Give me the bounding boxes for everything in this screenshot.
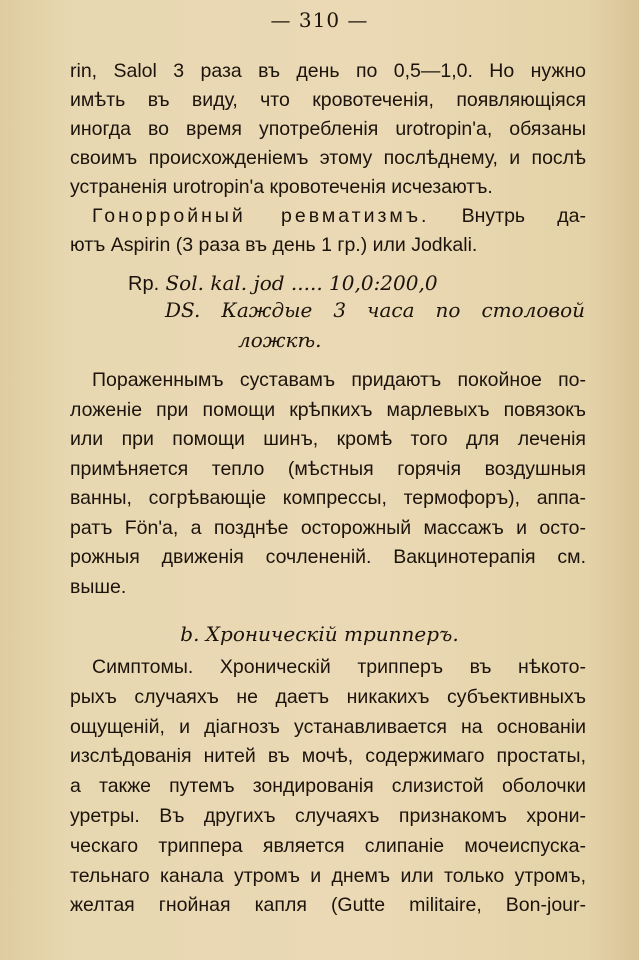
text-line: Симптомы. Хроническій трипперъ въ нѣкото- (92, 656, 586, 678)
paragraph-joints (70, 366, 586, 602)
text-line: рыхъ случаяхъ не даетъ никакихъ субъективныхъ (70, 685, 586, 708)
rheumatism-line (70, 202, 586, 231)
paragraph-symptoms (70, 653, 586, 921)
paragraph-urotropin (70, 57, 586, 260)
prescription-line-3 (238, 325, 639, 355)
page-number: — 310 — (270, 8, 369, 32)
text-line: ютъ Aspirin (3 раза въ день 1 гр.) или Jodkali. (70, 234, 478, 256)
text-line: своимъ происхожденіемъ этому послѣднему, и послѣ (70, 147, 586, 169)
text-line: ратъ Fön'a, а позднѣе осторожный массажъ и осто- (70, 516, 586, 539)
text-line: ческаго триппера является слипаніе мочеиспуска- (70, 834, 586, 857)
text-line: ванны, согрѣвающіе компрессы, термофоръ), аппа- (70, 487, 586, 509)
text-line: Пораженнымъ суставамъ придаютъ покойное по- (92, 369, 586, 391)
text-line: ложеніе при помощи крѣпкихъ марлевыхъ повязокъ (70, 398, 586, 421)
text-line: rin, Salol 3 раза въ день по 0,5—1,0. Но нужно (70, 60, 586, 82)
rx-symbol: Rp. (128, 273, 160, 295)
text-line: изслѣдованія нитей въ мочѣ, содержимаго простаты, (70, 745, 586, 768)
text-line: желтая гнойная капля (Gutte militaire, Bon-jour- (70, 894, 586, 917)
prescription-line-2 (165, 295, 585, 325)
text-line: или при помощи шинъ, кромѣ того для леченія (70, 428, 586, 450)
text-line: устраненія urotropin'a кровотеченія исчезаютъ. (70, 176, 493, 198)
prescription-text: Sol. kal. jod ..... 10,0:200,0 (165, 271, 438, 295)
text-fragment: Внутрь да- (461, 205, 586, 227)
text-line: иногда во время употребленія urotropin'a, обязаны (70, 118, 586, 140)
text-line: примѣняется тепло (мѣстныя горячія воздушныя (70, 457, 586, 480)
text-line: уретры. Въ другихъ случаяхъ признакомъ хрони- (70, 804, 586, 827)
prescription-text: DS. Каждые 3 часа по столовой (165, 298, 585, 322)
text-line: ощущеній, и діагнозъ устанавливается на основаніи (70, 715, 586, 738)
section-title-rheumatism: Гонорройный ревматизмъ. (92, 205, 430, 227)
text-line: рожныя движенія сочлененій. Вакцинотерапія см. (70, 546, 586, 568)
text-line: выше. (70, 575, 127, 598)
text-line: тельнаго канала утромъ и днемъ или только утромъ, (70, 864, 586, 887)
text-line: имѣть въ виду, что кровотеченія, появляющіяся (70, 89, 586, 111)
text-line: а также путемъ зондированія слизистой оболочки (70, 775, 586, 798)
prescription-text: ложкѣ. (238, 328, 322, 352)
section-heading-chronic-gonorrhea: b. Хроническій трипперъ. (180, 622, 459, 646)
